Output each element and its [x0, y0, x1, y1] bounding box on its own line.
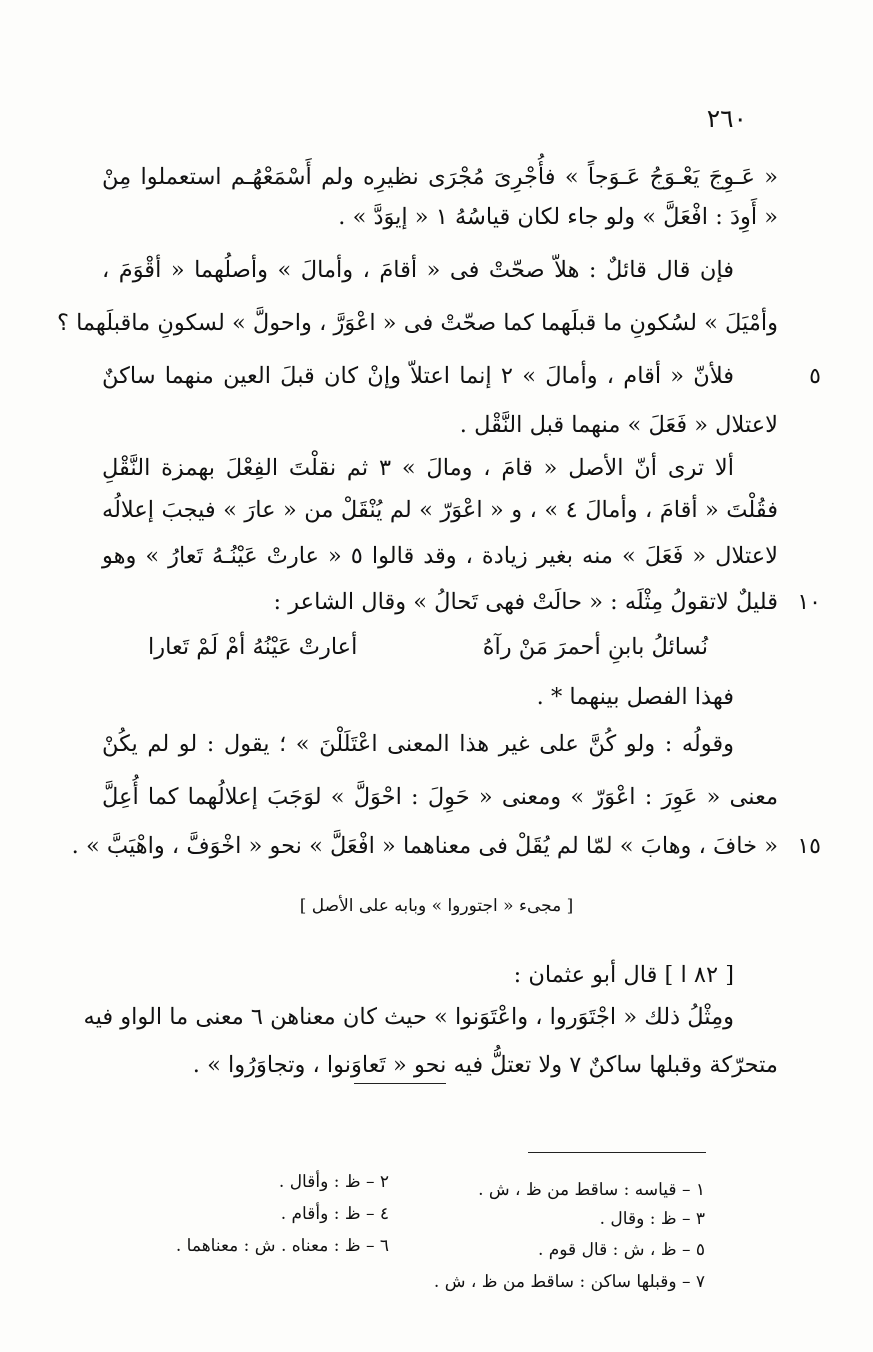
body-line: فلأنّ « أقام ، وأمالَ » ٢ إنما اعتلاّ وإنْ كان قبلَ العين منهما ساكنٌ [102, 363, 734, 389]
body-line: ومِثْلُ ذلك « اجْتَوَروا ، واعْتَوَنوا » حيث كان معناهن ٦ معنى ما الواو فيه [83, 1004, 734, 1030]
body-line: « خافَ ، وهابَ » لمّا لم يُقَلْ فى معناهما « افْعَلَّ » نحو « اخْوَفَّ ، واهْيَبَّ » . [71, 833, 778, 859]
body-line: متحرّكة وقبلها ساكنٌ ٧ ولا تعتلُّ فيه نحو « تَعاوَنوا ، وتجاوَرُوا » . [192, 1052, 778, 1078]
footnote: ٧ – وقبلها ساكن : ساقط من ظ ، ش . [433, 1272, 705, 1292]
footnote: ٣ – ظ : وقال . [599, 1209, 705, 1229]
line-number: ٥ [809, 364, 821, 389]
verse-first-hemistich: نُسائلُ بابنِ أحمرَ مَنْ رآهُ [482, 634, 708, 660]
body-line: « أَوِدَ : افْعَلَّ » ولو جاء لكان قياسُهُ ١ « إيوَدَّ » . [338, 204, 778, 230]
line-number: ١٥ [797, 834, 821, 859]
footnote: ١ – قياسه : ساقط من ظ ، ش . [478, 1180, 705, 1200]
verse-second-hemistich: أعارتْ عَيْنُهُ أمْ لَمْ تَعارا [148, 634, 358, 660]
body-line: لاعتلال « فَعَلَ » منهما قبل النَّقْل . [459, 412, 778, 438]
footnote: ٤ – ظ : وأقام . [280, 1204, 389, 1224]
body-line: وأمْيَلَ » لسُكونِ ما قبلَهما كما صحّتْ فى « اعْوَرَّ ، واحولَّ » لسكونِ ماقبلَهما ؟ [56, 310, 778, 336]
footnote: ٢ – ظ : وأقال . [278, 1172, 389, 1192]
body-line: وقولُه : ولو كُنَّ على غير هذا المعنى اعْتَلَلْنَ » ؛ يقول : لو لم يكُنْ [102, 731, 734, 757]
body-line: « عَـوِجَ يَعْـوَجُ عَـوَجاً » فأُجْرِىَ مُجْرَى نظيرِه ولم أَسْمَعْهُـم استعملوا مِنْ [102, 164, 778, 190]
body-line: فهذا الفصل بينهما * . [536, 684, 734, 710]
separator-rule [354, 1083, 446, 1084]
page-number: ٢٦٠ [706, 104, 747, 133]
section-title: [ مجىء « اجتوروا » وبابه على الأصل ] [299, 896, 574, 916]
body-line: ألا ترى أنّ الأصل « قامَ ، ومالَ » ٣ ثم نقلْتَ الفِعْلَ بهمزة النَّقْلِ [102, 455, 734, 481]
body-line: لاعتلال « فَعَلَ » منه بغير زيادة ، وقد قالوا ٥ « عارتْ عَيْنُـهُ تَعارُ » وهو [102, 543, 778, 569]
footnote: ٥ – ظ ، ش : قال قوم . [537, 1240, 705, 1260]
body-line: معنى « عَوِرَ : اعْوَرّ » ومعنى « حَوِلَ : احْوَلَّ » لوَجَبَ إعلالُهما كما أُعِلَّ [102, 784, 778, 810]
body-line: فقُلْتَ « أقامَ ، وأمالَ ٤ » ، و « اعْوَرّ » لم يُنْقَلْ من « عارَ » فيجبَ إعلالُه [102, 497, 778, 523]
body-line: قليلٌ لاتقولُ مِثْلَه : « حالَتْ فهى تَحالُ » وقال الشاعر : [273, 589, 778, 615]
body-line: [ ٨٢ ا ] قال أبو عثمان : [513, 962, 734, 988]
footnote: ٦ – ظ : معناه . ش : معناهما . [175, 1236, 389, 1256]
body-line: فإن قال قائلٌ : هلاّ صحّتْ فى « أقامَ ، وأمالَ » وأصلُهما « أقْوَمَ ، [102, 257, 734, 283]
line-number: ١٠ [797, 590, 821, 615]
footnote-rule [528, 1152, 706, 1153]
